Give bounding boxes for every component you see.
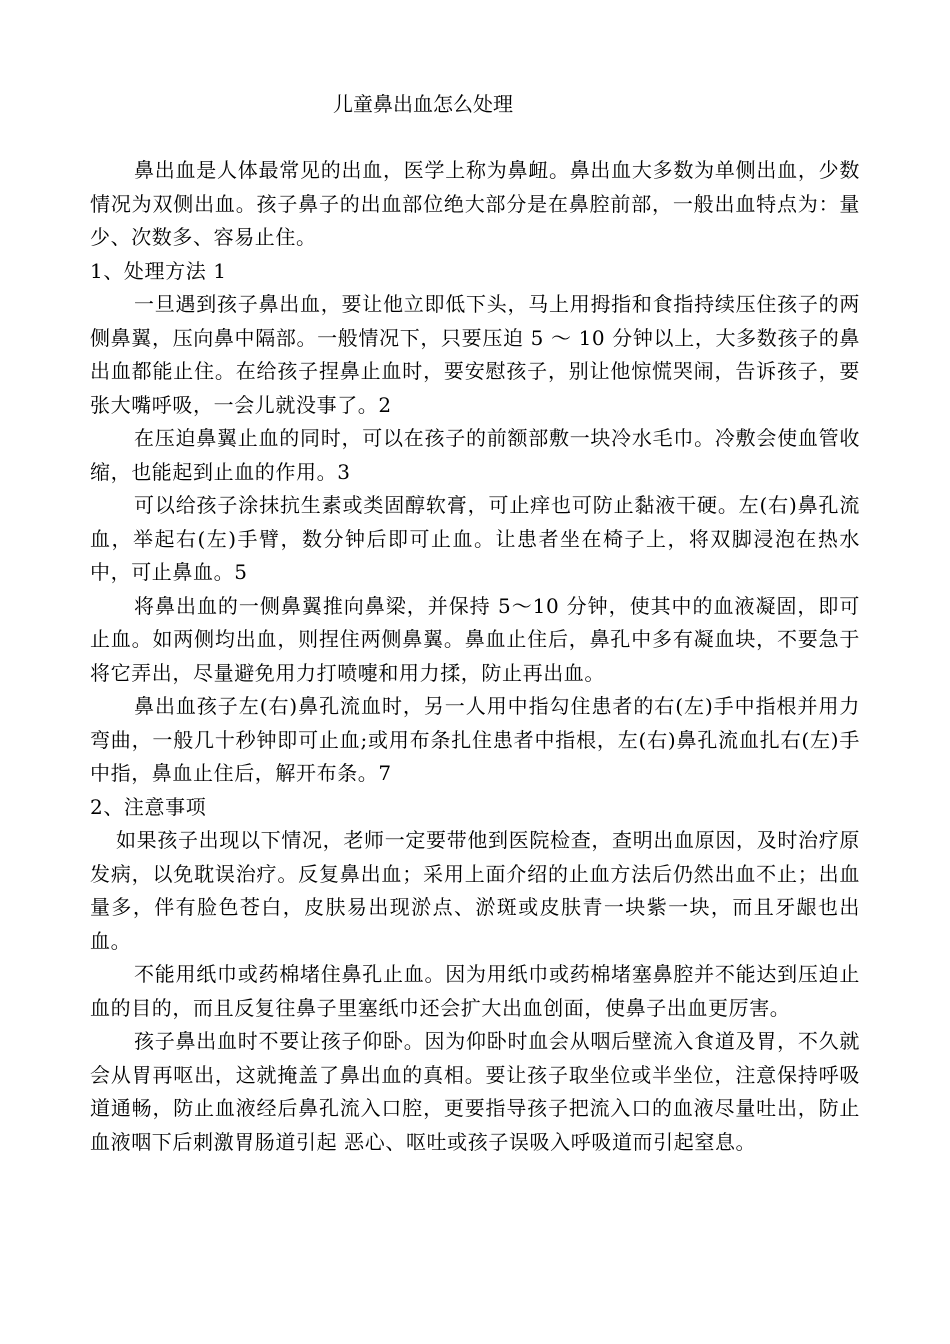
intro-paragraph: 鼻出血是人体最常见的出血，医学上称为鼻衄。鼻出血大多数为单侧出血，少数情况为双侧出血。孩子鼻子的出血部位绝大部分是在鼻腔前部，一般出血特点为：量少、次数多、容易止住。 [90,158,860,249]
methods-paragraph-4: 将鼻出血的一侧鼻翼推向鼻梁，并保持 5～10 分钟，使其中的血液凝固，即可止血。如两侧均出血，则捏住两侧鼻翼。鼻血止住后，鼻孔中多有凝血块，不要急于将它弄出，尽量避免用力打喷嚏和用力揉，防止再出血。 [90,593,860,685]
methods-paragraph-1: 一旦遇到孩子鼻出血，要让他立即低下头，马上用拇指和食指持续压住孩子的两侧鼻翼，压向鼻中隔部。一般情况下，只要压迫 5 ～ 10 分钟以上，大多数孩子的鼻出血都能止住。在给孩子捏鼻止血时，要安慰孩子，别让他惊慌哭闹，告诉孩子，要张大嘴呼吸，一会儿就没事了。2 [90,292,860,417]
methods-paragraph-5: 鼻出血孩子左(右)鼻孔流血时，另一人用中指勾住患者的右(左)手中指根并用力弯曲，一般几十秒钟即可止血;或用布条扎住患者中指根，左(右)鼻孔流血扎右(左)手中指，鼻血止住后，解开布条。7 [90,694,860,785]
document-page [90,86,860,1159]
precautions-paragraph-2: 不能用纸巾或药棉堵住鼻孔止血。因为用纸巾或药棉堵塞鼻腔并不能达到压迫止血的目的，而且反复往鼻子里塞纸巾还会扩大出血创面，使鼻子出血更厉害。 [90,962,860,1020]
document-title: 儿童鼻出血怎么处理 [333,92,513,116]
precautions-paragraph-1: 如果孩子出现以下情况，老师一定要带他到医院检查，查明出血原因，及时治疗原发病，以免耽误治疗。反复鼻出血；采用上面介绍的止血方法后仍然出血不止；出血量多，伴有脸色苍白，皮肤易出现淤点、淤斑或皮肤青一块紫一块，而且牙龈也出血。 [90,828,860,953]
methods-paragraph-2: 在压迫鼻翼止血的同时，可以在孩子的前额部敷一块冷水毛巾。冷敷会使血管收缩，也能起到止血的作用。3 [90,426,860,484]
methods-paragraph-3: 可以给孩子涂抹抗生素或类固醇软膏，可止痒也可防止黏液干硬。左(右)鼻孔流血，举起右(左)手臂，数分钟后即可止血。让患者坐在椅子上，将双脚浸泡在热水中，可止鼻血。5 [90,493,860,584]
title-spacer [90,122,860,154]
precautions-paragraph-3: 孩子鼻出血时不要让孩子仰卧。因为仰卧时血会从咽后壁流入食道及胃，不久就会从胃再呕出，这就掩盖了鼻出血的真相。要让孩子取坐位或半坐位，注意保持呼吸道通畅，防止血液经后鼻孔流入口腔，更要指导孩子把流入口的血液尽量吐出，防止血液咽下后刺激胃肠道引起 恶心、呕吐或孩子误吸入呼吸道而引起窒息。 [90,1029,860,1154]
section-heading-methods: 1、处理方法 1 [90,258,227,283]
section-heading-precautions: 2、注意事项 [90,794,207,819]
